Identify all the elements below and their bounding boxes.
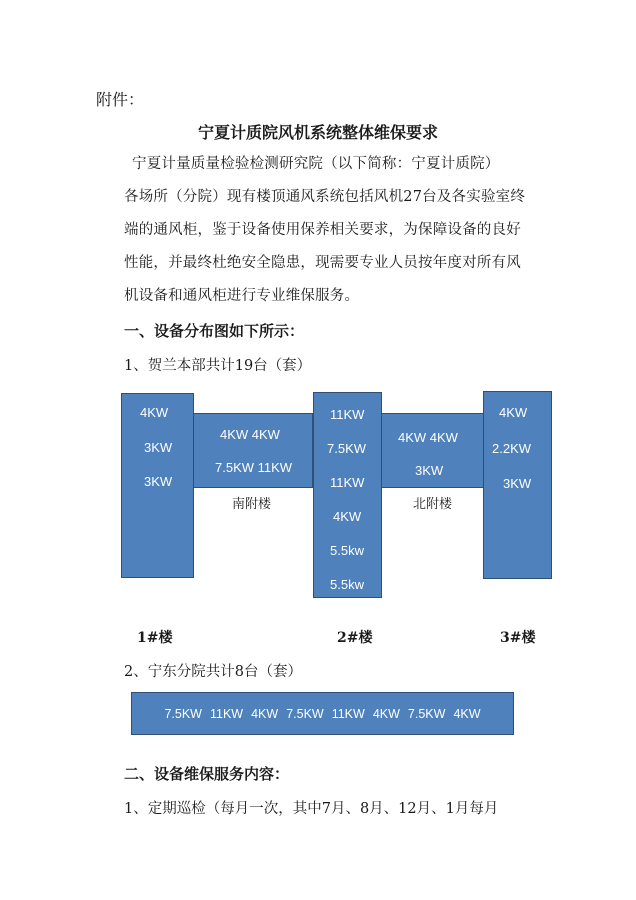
north-fans-row-2: 3KW [415, 463, 444, 478]
nd-fan-4: 7.5KW [286, 706, 324, 721]
b3-fan-1: 4KW [499, 405, 528, 420]
section-2-heading: 二、设备维保服务内容： [124, 765, 290, 783]
item-2-label: 2、宁东分院共计8台（套） [124, 664, 302, 680]
item-1-label: 1、贺兰本部共计19台（套） [124, 358, 312, 374]
intro-line-1: 宁夏计量质量检验检测研究院（以下简称：宁夏计质院） [132, 156, 500, 172]
south-annex-caption: 南附楼 [232, 497, 272, 512]
south-fans-row-1: 4KW 4KW [220, 427, 280, 442]
attachment-label: 附件： [96, 90, 145, 109]
north-annex-caption: 北附楼 [413, 497, 453, 512]
b2-fan-4: 4KW [333, 509, 362, 524]
b2-fan-1: 11KW [330, 407, 365, 422]
south-annex-block [193, 413, 313, 488]
b1-fan-1: 4KW [140, 405, 169, 420]
south-fans-row-2: 7.5KW 11KW [215, 460, 293, 475]
b2-fan-2: 7.5KW [327, 441, 367, 456]
building-2-label: 2#楼 [337, 630, 373, 646]
nd-fan-2: 11KW [209, 706, 244, 721]
b2-fan-5: 5.5kw [330, 543, 364, 558]
nd-fan-1: 7.5KW [164, 706, 202, 721]
document-title: 宁夏计质院风机系统整体维保要求 [197, 123, 438, 142]
b2-fan-6: 5.5kw [330, 577, 364, 592]
intro-line-3: 端的通风柜，鉴于设备使用保养相关要求，为保障设备的良好 [124, 222, 521, 238]
section-2-item-1: 1、定期巡检（每月一次，其中7月、8月、12月、1月每月 [124, 801, 499, 817]
building-1-label: 1#楼 [137, 630, 173, 646]
intro-line-2: 各场所（分院）现有楼顶通风系统包括风机27台及各实验室终 [124, 189, 526, 205]
ningdong-fan-strip [131, 692, 514, 735]
b1-fan-2: 3KW [144, 440, 173, 455]
section-1-heading: 一、设备分布图如下所示： [124, 322, 305, 340]
b2-fan-3: 11KW [330, 475, 365, 490]
building-3-label: 3#楼 [500, 630, 536, 646]
nd-fan-8: 4KW [453, 706, 481, 721]
intro-line-4: 性能，并最终杜绝安全隐患，现需要专业人员按年度对所有风 [124, 255, 521, 271]
nd-fan-3: 4KW [251, 706, 279, 721]
b3-fan-2: 2.2KW [492, 441, 532, 456]
b3-fan-3: 3KW [503, 476, 532, 491]
b1-fan-3: 3KW [144, 474, 173, 489]
nd-fan-5: 11KW [331, 706, 365, 721]
nd-fan-7: 7.5KW [407, 706, 446, 721]
intro-line-5: 机设备和通风柜进行专业维保服务。 [124, 288, 360, 304]
building-2-block [313, 392, 382, 598]
north-fans-row-1: 4KW 4KW [398, 430, 458, 445]
nd-fan-6: 4KW [372, 706, 400, 721]
